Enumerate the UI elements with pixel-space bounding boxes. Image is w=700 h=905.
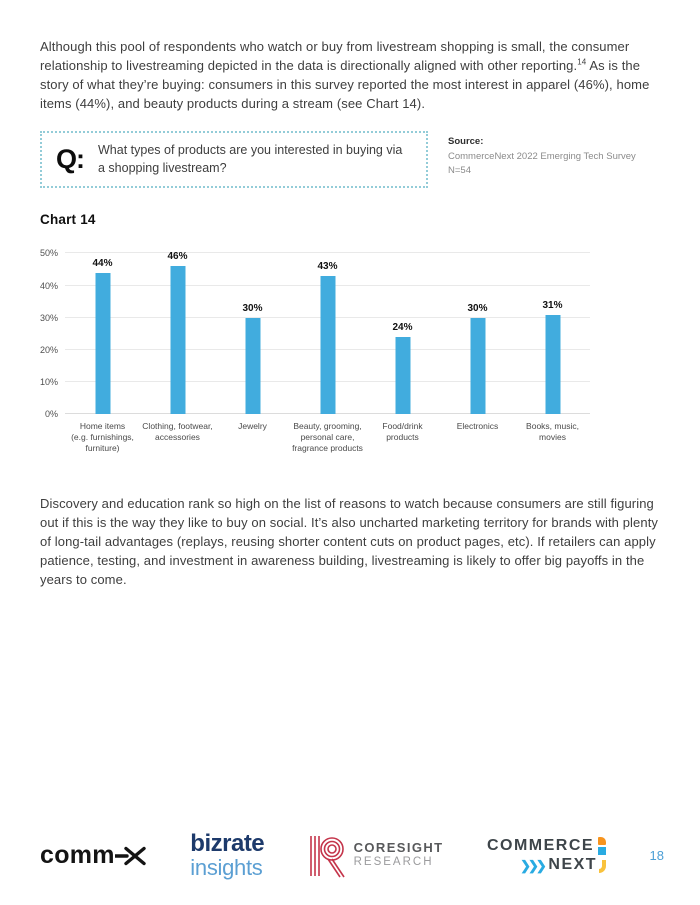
bar-column [515,253,590,414]
commx-logo [40,841,147,870]
bar-value-label: 30% [467,302,488,314]
bar [95,273,110,415]
bar [245,318,260,415]
commercenext-row1 [487,838,606,855]
y-tick-label: 30% [39,312,58,323]
bar-value-label: 24% [392,322,413,334]
y-tick-label: 50% [39,248,58,259]
y-tick-label: 10% [39,377,58,388]
source-line-1: CommerceNext 2022 Emerging Tech Survey [448,150,636,162]
commercenext-word-next: NEXT [548,856,598,873]
bar [470,318,485,415]
coresight-logo-line2: RESEARCH [353,856,434,869]
question-text: What types of products are you interested in buying via a shopping livestream? [98,143,403,175]
y-tick-label: 0% [44,409,58,420]
page-number: 18 [649,848,664,863]
coresight-logo-line1: CORESIGHT [353,840,444,856]
x-axis-label: Home items (e.g. furnishings, furniture) [71,421,134,453]
bizrate-insights-logo [190,832,264,879]
bar [395,337,410,414]
x-axis-label: Jewelry [238,421,267,432]
x-axis-label: Books, music, movies [526,421,579,442]
bar-column [215,253,290,414]
commercenext-accent-squares [598,837,606,855]
bizrate-logo-line1: bizrate [190,830,265,857]
bar-value-label: 46% [167,251,188,263]
commx-logo-text: comm [40,841,115,869]
bar-column [440,253,515,414]
x-axis-label: Clothing, footwear, accessories [142,421,213,442]
orange-square-icon [598,837,606,845]
y-tick-label: 40% [39,280,58,291]
source-block [448,131,636,178]
question-box [40,131,428,188]
bar-column [140,253,215,414]
bar-column [290,253,365,414]
bar-value-label: 44% [92,257,113,269]
commercenext-word-commerce: COMMERCE [486,837,595,854]
bar [170,266,185,414]
triple-chevron-icon: ❯❯❯ [520,857,545,873]
x-axis-label: Food/drink products [382,421,423,442]
blue-square-icon [598,847,606,855]
commercenext-logo [487,838,606,873]
bar [320,276,335,414]
bar-column [65,253,140,414]
body-paragraph: Discovery and education rank so high on the list of reasons to watch because consumers are still figuring out if this is the way they like to buy on social. It’s also uncharted marketing territory for brands with plenty of long-tail advantages (replays, reusing shorter content cuts on product pages, etc). If retailers can apply patience, testing, and investment in awareness building, livestreaming is likely to offer big payoffs in the years to come. [40,496,659,587]
bar-value-label: 30% [242,302,263,314]
intro-text-1: Although this pool of respondents who watch or buy from livestream shopping is small, the consumer relationship to livestreaming depicted in the data is directionally aligned with other reporting. [40,39,630,73]
x-axis-label: Electronics [456,421,499,432]
coresight-wordmark [354,841,444,869]
intro-paragraph [40,38,660,113]
q-label: Q: [56,144,84,175]
commercenext-row2 [520,857,606,873]
coresight-research-logo [308,833,444,879]
question-row [40,131,660,188]
footnote-marker: 14 [577,57,587,67]
chart-title: Chart 14 [40,212,96,228]
source-label: Source: [448,136,484,148]
bar-value-label: 43% [317,260,338,272]
commx-arrow-x-icon [115,845,147,867]
chart-x-axis-labels [65,421,590,453]
bar-value-label: 31% [542,299,563,311]
bar-column [365,253,440,414]
y-tick-label: 20% [39,344,58,355]
coresight-mark-icon [308,833,346,879]
bizrate-logo-line2: insights [190,855,263,880]
intro-text-2: As is the story of what they’re buying: consumers in this survey reported the most interest in apparel (46%), home items (44%), and beauty products during a stream (see Chart 14). [40,57,650,111]
footer [40,832,664,879]
chart-plot-area [39,248,590,420]
yellow-comma-icon [599,860,606,873]
x-axis-label: Beauty, grooming, personal care, fragrance products [292,421,363,453]
source-line-2: N=54 [448,164,471,176]
bar-chart [39,248,660,453]
bar [545,315,560,415]
